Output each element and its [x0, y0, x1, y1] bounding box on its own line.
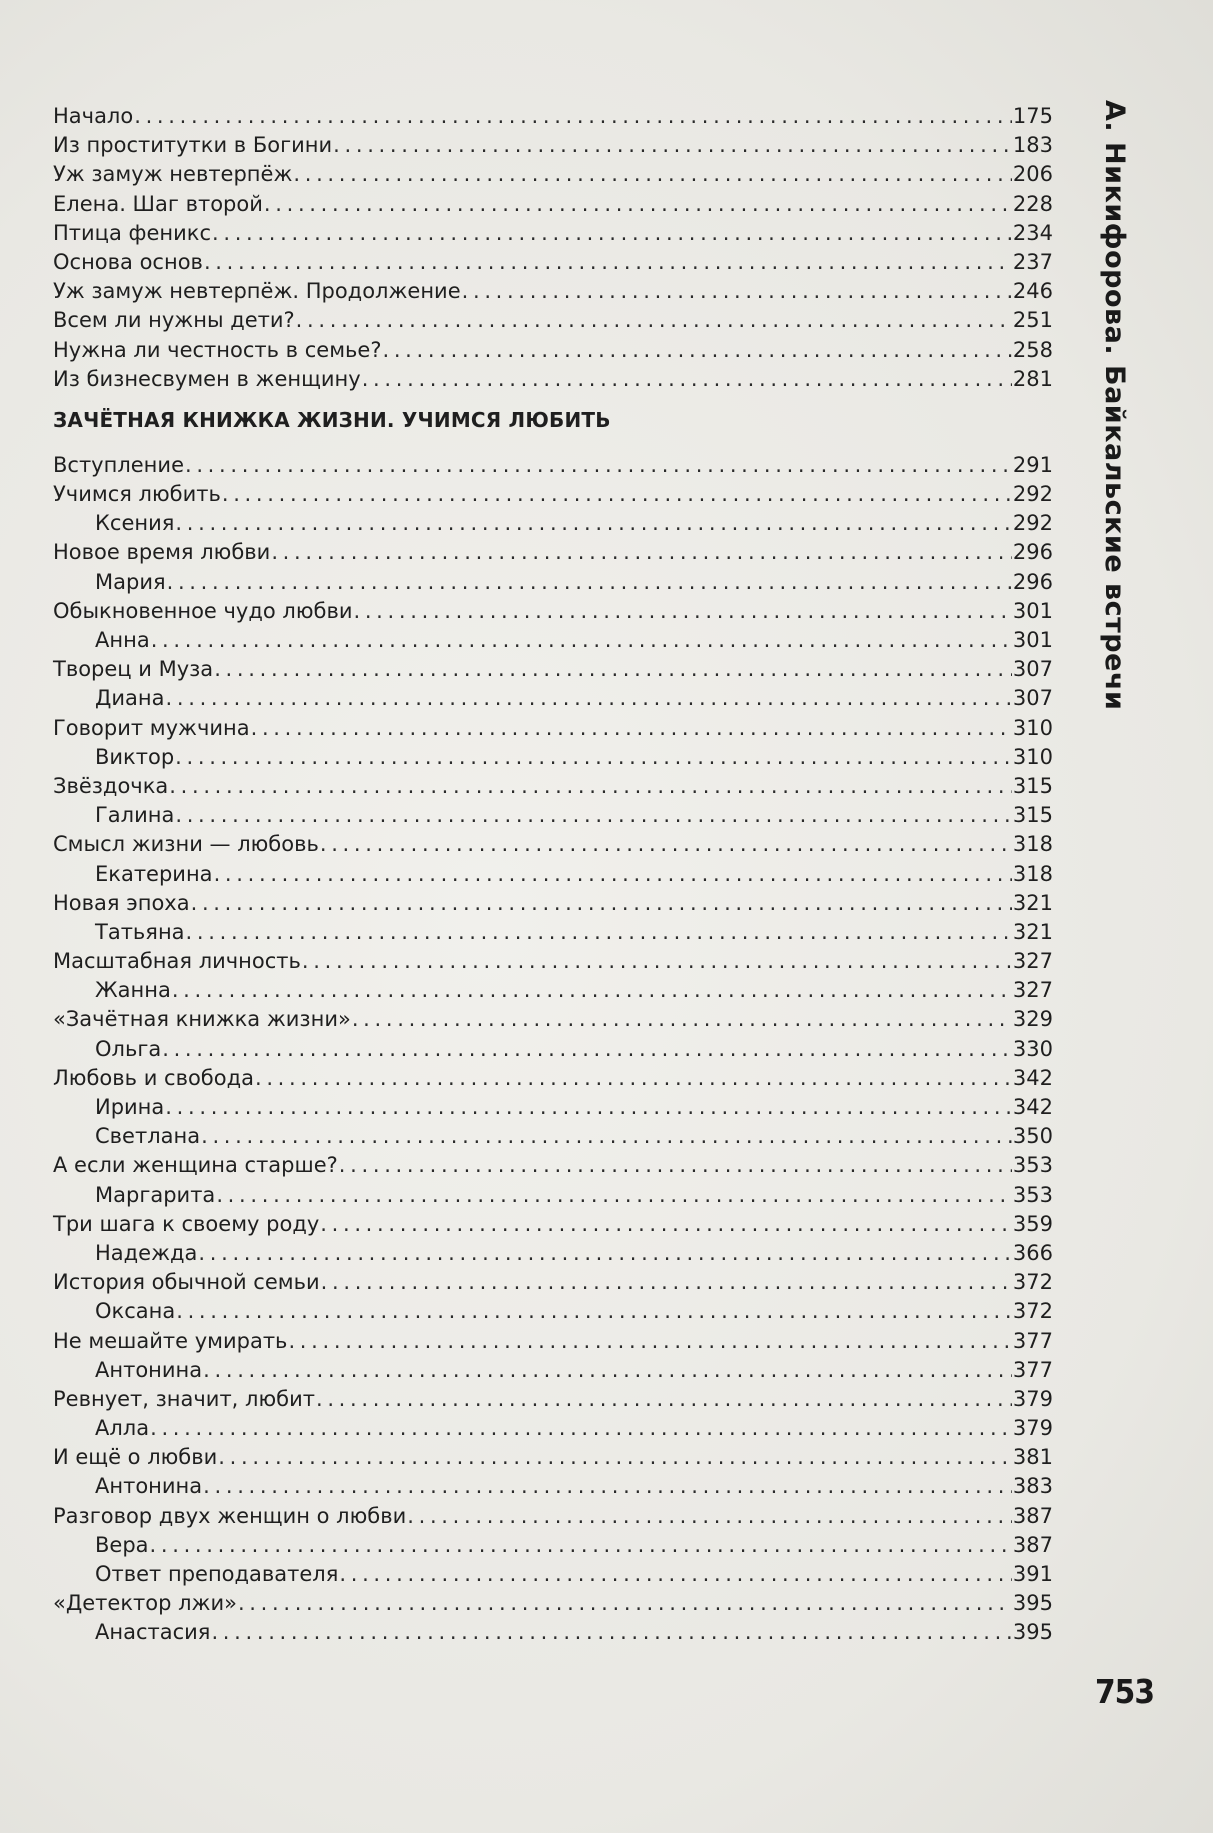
- dot-leader: [320, 1210, 1012, 1239]
- toc-entry-page: 359: [1012, 1211, 1053, 1236]
- toc-entry-title: Вера: [95, 1532, 149, 1557]
- toc-entry: [53, 1005, 1053, 1034]
- toc-entry-title: Три шага к своему роду: [53, 1211, 320, 1236]
- toc-entry-title: Ирина: [95, 1095, 165, 1119]
- toc-entry: [53, 219, 1053, 248]
- toc-entry-title: Диана: [95, 686, 165, 711]
- toc-subentry: [53, 1356, 1053, 1385]
- toc-entry-title: Оксана: [95, 1299, 176, 1324]
- dot-leader: [185, 451, 1012, 480]
- toc-entry: [53, 131, 1053, 160]
- toc-entry-page: 318: [1012, 832, 1053, 857]
- table-of-contents: [53, 102, 1053, 1648]
- toc-subentry: [53, 743, 1053, 772]
- toc-entry-page: 327: [1012, 978, 1053, 1003]
- toc-entry: [53, 714, 1053, 743]
- toc-entry: [53, 451, 1053, 480]
- toc-entry-title: Антонина: [95, 1357, 203, 1382]
- toc-entry-title: Антонина: [95, 1474, 203, 1499]
- dot-leader: [201, 1122, 1012, 1151]
- toc-entry-page: 353: [1012, 1182, 1053, 1207]
- dot-leader: [167, 568, 1012, 597]
- toc-entry-title: Не мешайте умирать: [53, 1328, 288, 1353]
- toc-entry-page: 377: [1012, 1328, 1053, 1353]
- toc-entry: [53, 538, 1053, 567]
- dot-leader: [165, 1093, 1012, 1122]
- toc-subentry: [53, 1122, 1053, 1151]
- toc-subentry: [53, 976, 1053, 1005]
- toc-entry-page: 366: [1012, 1240, 1053, 1265]
- toc-entry-page: 315: [1012, 803, 1053, 828]
- toc-entry-page: 228: [1012, 191, 1053, 216]
- toc-entry: [53, 1502, 1053, 1531]
- toc-entry-page: 321: [1012, 890, 1053, 915]
- toc-subentry: [53, 1093, 1053, 1122]
- toc-list-top: [53, 102, 1053, 394]
- dot-leader: [264, 190, 1012, 219]
- toc-entry-page: 246: [1012, 279, 1053, 304]
- dot-leader: [293, 160, 1012, 189]
- dot-leader: [352, 1005, 1012, 1034]
- toc-subentry: [53, 1181, 1053, 1210]
- toc-entry: [53, 306, 1053, 335]
- toc-entry-page: 251: [1012, 308, 1053, 333]
- toc-entry-title: Анна: [95, 628, 150, 652]
- toc-entry-page: 281: [1012, 366, 1053, 391]
- toc-entry-title: Анастасия: [95, 1620, 211, 1645]
- toc-entry-title: Мария: [95, 569, 166, 594]
- dot-leader: [333, 131, 1012, 160]
- toc-entry-title: Учимся любить: [53, 482, 221, 507]
- toc-entry-title: Новое время любви: [53, 540, 271, 565]
- dot-leader: [302, 947, 1012, 976]
- dot-leader: [162, 1035, 1012, 1064]
- toc-entry-title: Галина: [95, 803, 175, 828]
- toc-entry-title: Птица феникс: [53, 220, 211, 245]
- toc-entry-page: 296: [1012, 540, 1053, 565]
- toc-entry-page: 381: [1012, 1445, 1053, 1470]
- toc-entry-page: 342: [1012, 1095, 1053, 1119]
- toc-entry-page: 379: [1012, 1386, 1053, 1411]
- toc-entry-title: Начало: [53, 104, 134, 128]
- toc-entry-title: Надежда: [95, 1240, 198, 1265]
- toc-entry-page: 292: [1012, 511, 1053, 536]
- toc-entry: [53, 1589, 1053, 1618]
- dot-leader: [288, 1327, 1011, 1356]
- toc-entry: [53, 248, 1053, 277]
- toc-entry: [53, 160, 1053, 189]
- toc-entry: [53, 597, 1053, 626]
- dot-leader: [212, 219, 1012, 248]
- toc-entry-page: 296: [1012, 569, 1053, 594]
- toc-subentry: [53, 684, 1053, 713]
- toc-entry-page: 307: [1012, 657, 1053, 682]
- toc-subentry: [53, 626, 1053, 655]
- toc-entry: [53, 772, 1053, 801]
- toc-entry-page: 291: [1012, 452, 1053, 477]
- toc-entry-title: Ксения: [95, 511, 175, 536]
- toc-entry-page: 292: [1012, 482, 1053, 507]
- toc-entry-page: 301: [1012, 628, 1053, 652]
- toc-entry-title: Всем ли нужны дети?: [53, 308, 295, 333]
- toc-entry-title: Звёздочка: [53, 773, 169, 798]
- dot-leader: [353, 597, 1011, 626]
- toc-entry-page: 387: [1012, 1503, 1053, 1528]
- toc-entry-title: Алла: [95, 1416, 150, 1441]
- toc-entry-title: Новая эпоха: [53, 890, 190, 915]
- dot-leader: [150, 1531, 1012, 1560]
- toc-entry-title: Масштабная личность: [53, 949, 301, 974]
- toc-entry-title: Смысл жизни — любовь: [53, 832, 319, 857]
- toc-entry: [53, 365, 1053, 394]
- toc-entry-page: 395: [1012, 1591, 1053, 1616]
- toc-entry-page: 391: [1012, 1562, 1053, 1586]
- page-number: 753: [1095, 1672, 1154, 1711]
- dot-leader: [321, 1268, 1012, 1297]
- toc-entry-page: 342: [1012, 1065, 1053, 1090]
- running-head-text: А. Никифорова. Байкальские встречи: [1099, 100, 1130, 711]
- toc-entry-page: 301: [1012, 598, 1053, 623]
- toc-subentry: [53, 801, 1053, 830]
- dot-leader: [362, 365, 1012, 394]
- toc-entry-title: «Детектор лжи»: [53, 1591, 237, 1616]
- toc-entry-title: Из бизнесвумен в женщину: [53, 366, 361, 391]
- toc-entry-page: 310: [1012, 744, 1053, 769]
- dot-leader: [175, 801, 1012, 830]
- dot-leader: [316, 1385, 1012, 1414]
- toc-subentry: [53, 568, 1053, 597]
- toc-entry-title: Уж замуж невтерпёж. Продолжение: [53, 279, 461, 304]
- dot-leader: [151, 626, 1012, 655]
- toc-entry-title: Елена. Шаг второй: [53, 191, 263, 216]
- toc-entry: [53, 480, 1053, 509]
- toc-entry-page: 372: [1012, 1299, 1053, 1324]
- dot-leader: [150, 1414, 1012, 1443]
- toc-entry-title: Из проститутки в Богини: [53, 133, 333, 158]
- toc-entry-page: 175: [1012, 104, 1053, 128]
- toc-entry: [53, 1327, 1053, 1356]
- toc-entry: [53, 947, 1053, 976]
- toc-entry-page: 206: [1012, 162, 1053, 187]
- toc-entry-title: История обычной семьи: [53, 1270, 320, 1295]
- toc-subentry: [53, 1035, 1053, 1064]
- toc-entry-title: Маргарита: [95, 1182, 216, 1207]
- toc-entry-title: Обыкновенное чудо любви: [53, 598, 353, 623]
- dot-leader: [216, 1181, 1012, 1210]
- dot-leader: [172, 976, 1012, 1005]
- toc-entry-title: Виктор: [95, 744, 175, 769]
- toc-entry-title: И ещё о любви: [53, 1445, 218, 1470]
- toc-entry: [53, 1268, 1053, 1297]
- toc-entry-title: Екатерина: [95, 861, 213, 886]
- toc-entry: [53, 336, 1053, 365]
- toc-subentry: [53, 1531, 1053, 1560]
- toc-list-main: [53, 451, 1053, 1648]
- dot-leader: [218, 1443, 1012, 1472]
- dot-leader: [176, 1297, 1012, 1326]
- toc-entry: [53, 277, 1053, 306]
- toc-entry: [53, 830, 1053, 859]
- toc-entry-page: 372: [1012, 1270, 1053, 1295]
- dot-leader: [238, 1589, 1012, 1618]
- dot-leader: [211, 1618, 1011, 1647]
- toc-entry-title: Жанна: [95, 978, 171, 1003]
- toc-subentry: [53, 509, 1053, 538]
- toc-entry: [53, 889, 1053, 918]
- dot-leader: [203, 1472, 1012, 1501]
- dot-leader: [175, 509, 1012, 538]
- toc-entry-page: 307: [1012, 686, 1053, 711]
- section-heading: ЗАЧЁТНАЯ КНИЖКА ЖИЗНИ. УЧИМСЯ ЛЮБИТЬ: [53, 407, 611, 432]
- toc-entry-page: 258: [1012, 337, 1053, 362]
- toc-entry: [53, 1064, 1053, 1093]
- toc-entry-page: 387: [1012, 1532, 1053, 1557]
- dot-leader: [271, 538, 1012, 567]
- dot-leader: [203, 1356, 1012, 1385]
- toc-subentry: [53, 1414, 1053, 1443]
- toc-entry-page: 237: [1012, 249, 1053, 274]
- toc-entry: [53, 1151, 1053, 1180]
- toc-entry-title: «Зачётная книжка жизни»: [53, 1007, 351, 1032]
- dot-leader: [339, 1560, 1012, 1589]
- toc-entry-page: 395: [1012, 1620, 1053, 1645]
- toc-subentry: [53, 918, 1053, 947]
- dot-leader: [169, 772, 1012, 801]
- dot-leader: [255, 1064, 1012, 1093]
- dot-leader: [166, 684, 1012, 713]
- toc-entry-title: А если женщина старше?: [53, 1153, 338, 1178]
- toc-entry: [53, 190, 1053, 219]
- toc-subentry: [53, 1560, 1053, 1589]
- dot-leader: [214, 655, 1012, 684]
- toc-entry: [53, 655, 1053, 684]
- toc-entry-page: 318: [1012, 861, 1053, 886]
- toc-subentry: [53, 1618, 1053, 1647]
- toc-entry-title: Нужна ли честность в семье?: [53, 337, 382, 362]
- toc-entry-page: 350: [1012, 1124, 1053, 1149]
- dot-leader: [339, 1151, 1012, 1180]
- toc-entry-page: 310: [1012, 715, 1053, 740]
- toc-entry-page: 379: [1012, 1416, 1053, 1441]
- toc-entry-page: 234: [1012, 220, 1053, 245]
- dot-leader: [204, 248, 1012, 277]
- toc-subentry: [53, 1297, 1053, 1326]
- toc-entry-page: 321: [1012, 919, 1053, 944]
- toc-entry-page: 383: [1012, 1474, 1053, 1499]
- toc-entry: [53, 1210, 1053, 1239]
- toc-entry-page: 315: [1012, 773, 1053, 798]
- dot-leader: [320, 830, 1012, 859]
- dot-leader: [296, 306, 1012, 335]
- dot-leader: [251, 714, 1012, 743]
- dot-leader: [382, 336, 1011, 365]
- toc-entry-title: Ответ преподавателя: [95, 1562, 339, 1586]
- toc-subentry: [53, 1472, 1053, 1501]
- dot-leader: [186, 918, 1012, 947]
- toc-entry-title: Разговор двух женщин о любви: [53, 1503, 407, 1528]
- toc-entry-title: Говорит мужчина: [53, 715, 250, 740]
- toc-entry-title: Уж замуж невтерпёж: [53, 162, 293, 187]
- toc-entry: [53, 1385, 1053, 1414]
- toc-entry-title: Творец и Муза: [53, 657, 214, 682]
- dot-leader: [462, 277, 1012, 306]
- dot-leader: [222, 480, 1012, 509]
- toc-entry-title: Ольга: [95, 1036, 162, 1061]
- toc-entry-page: 330: [1012, 1036, 1053, 1061]
- toc-entry-page: 353: [1012, 1153, 1053, 1178]
- toc-entry-title: Татьяна: [95, 919, 185, 944]
- toc-entry-title: Основа основ: [53, 249, 203, 274]
- toc-subentry: [53, 860, 1053, 889]
- toc-entry-page: 327: [1012, 949, 1053, 974]
- toc-entry-title: Вступление: [53, 452, 184, 477]
- dot-leader: [175, 743, 1012, 772]
- toc-entry: [53, 1443, 1053, 1472]
- toc-entry-title: Любовь и свобода: [53, 1065, 254, 1090]
- toc-entry-title: Светлана: [95, 1124, 201, 1149]
- dot-leader: [134, 102, 1012, 131]
- dot-leader: [198, 1239, 1012, 1268]
- dot-leader: [407, 1502, 1012, 1531]
- toc-entry-page: 329: [1012, 1007, 1053, 1032]
- running-head: [1099, 100, 1160, 711]
- toc-entry-page: 183: [1012, 133, 1053, 158]
- dot-leader: [191, 889, 1012, 918]
- dot-leader: [214, 860, 1012, 889]
- toc-entry-page: 377: [1012, 1357, 1053, 1382]
- toc-entry: [53, 102, 1053, 131]
- toc-entry-title: Ревнует, значит, любит: [53, 1386, 315, 1411]
- toc-subentry: [53, 1239, 1053, 1268]
